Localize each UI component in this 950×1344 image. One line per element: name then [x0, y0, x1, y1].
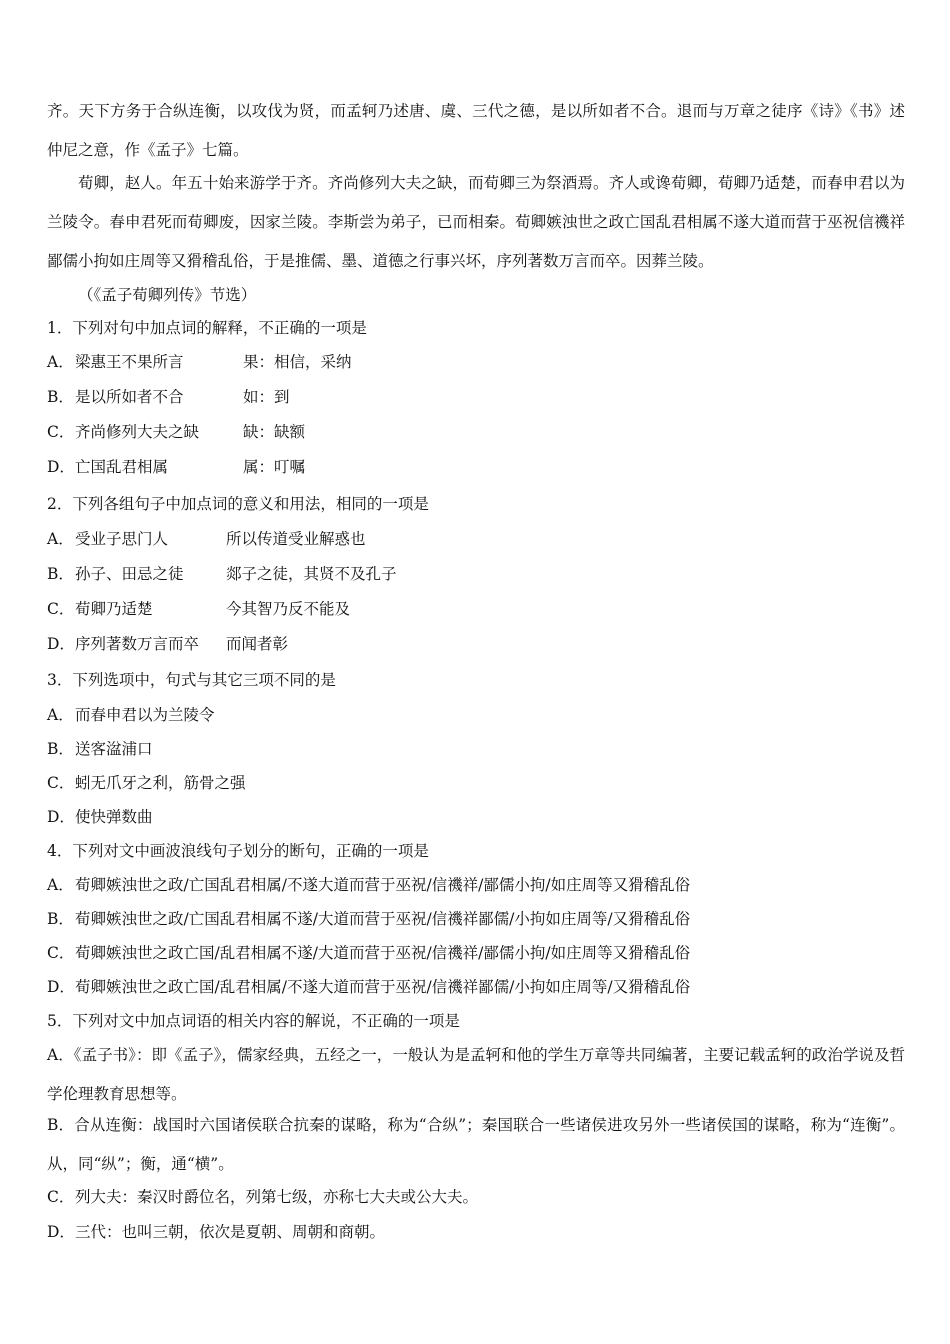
question-2-option-d[interactable]: D．序列著数万言而卒 而闻者彰: [47, 635, 289, 653]
question-2-stem: 2．下列各组句子中加点词的意义和用法，相同的一项是: [47, 495, 429, 513]
question-4-stem: 4．下列对文中画波浪线句子划分的断句，正确的一项是: [47, 842, 429, 860]
question-4-option-b[interactable]: B．荀卿嫉浊世之政/亡国乱君相属不遂/大道而营于巫祝/信禨祥鄙儒/小拘如庄周等/又猾稽乱俗: [47, 910, 691, 928]
question-3-option-c[interactable]: C．蚓无爪牙之利，筋骨之强: [47, 774, 246, 792]
question-5-option-a[interactable]: A．《孟子书》：即《孟子》，儒家经典，五经之一，一般认为是孟轲和他的学生万章等共同编著，主要记载孟轲的政治学说及哲学伦理教育思想等。: [47, 1046, 905, 1103]
question-2-option-c[interactable]: C．荀卿乃适楚 今其智乃反不能及: [47, 600, 351, 618]
question-1-stem: 1．下列对句中加点词的解释，不正确的一项是: [47, 319, 367, 337]
passage-source: （《孟子荀卿列传》节选）: [78, 286, 257, 304]
question-3-stem: 3．下列选项中，句式与其它三项不同的是: [47, 671, 336, 689]
passage-paragraph-2: 荀卿，赵人。年五十始来游学于齐。齐尚修列大夫之缺，而荀卿三为祭酒焉。齐人或谗荀卿，荀卿乃适楚，而春申君以为兰陵令。春申君死而荀卿废，因家兰陵。李斯尝为弟子，已而相秦。荀卿嫉浊世之政亡国乱君相属不遂大道而营于巫祝信禨祥鄙儒小拘如庄周等又猾稽乱俗，于是推儒、墨、道德之行事兴坏，序列著数万言而卒。因葬兰陵。: [47, 174, 905, 270]
question-4-option-a[interactable]: A．荀卿嫉浊世之政/亡国乱君相属/不遂大道而营于巫祝/信禨祥/鄙儒小拘/如庄周等又猾稽乱俗: [47, 876, 691, 894]
question-1-option-a[interactable]: A．梁惠王不果所言 果：相信，采纳: [47, 353, 352, 371]
passage-paragraph-1: 齐。天下方务于合纵连衡，以攻伐为贤，而孟轲乃述唐、虞、三代之德，是以所如者不合。退而与万章之徒序《诗》《书》述仲尼之意，作《孟子》七篇。: [47, 102, 905, 159]
question-1-option-d[interactable]: D．亡国乱君相属 属：叮嘱: [47, 458, 306, 476]
question-2-option-b[interactable]: B．孙子、田忌之徒 郯子之徒，其贤不及孔子: [47, 565, 397, 583]
question-5-stem: 5．下列对文中加点词语的相关内容的解说，不正确的一项是: [47, 1012, 460, 1030]
question-5-option-b[interactable]: B．合从连衡：战国时六国诸侯联合抗秦的谋略，称为“合纵”；秦国联合一些诸侯进攻另外一些诸侯国的谋略，称为“连衡”。从，同“纵”；衡，通“横”。: [47, 1116, 906, 1173]
question-3-option-a[interactable]: A．而春申君以为兰陵令: [47, 706, 215, 724]
question-5-option-d[interactable]: D．三代：也叫三朝，依次是夏朝、周朝和商朝。: [47, 1223, 386, 1241]
question-5-option-c[interactable]: C．列大夫：秦汉时爵位名，列第七级，亦称七大夫或公大夫。: [47, 1188, 479, 1206]
question-4-option-c[interactable]: C．荀卿嫉浊世之政亡国/乱君相属不遂/大道而营于巫祝/信禨祥/鄙儒小拘/如庄周等又猾稽乱俗: [47, 944, 691, 962]
question-3-option-d[interactable]: D．使快弹数曲: [47, 808, 153, 826]
question-1-option-c[interactable]: C．齐尚修列大夫之缺 缺：缺额: [47, 423, 306, 441]
question-3-option-b[interactable]: B．送客湓浦口: [47, 740, 153, 758]
question-4-option-d[interactable]: D．荀卿嫉浊世之政亡国/乱君相属/不遂大道而营于巫祝/信禨祥鄙儒/小拘如庄周等/又猾稽乱俗: [47, 978, 691, 996]
question-2-option-a[interactable]: A．受业子思门人 所以传道受业解惑也: [47, 530, 366, 548]
question-1-option-b[interactable]: B．是以所如者不合 如：到: [47, 388, 290, 406]
